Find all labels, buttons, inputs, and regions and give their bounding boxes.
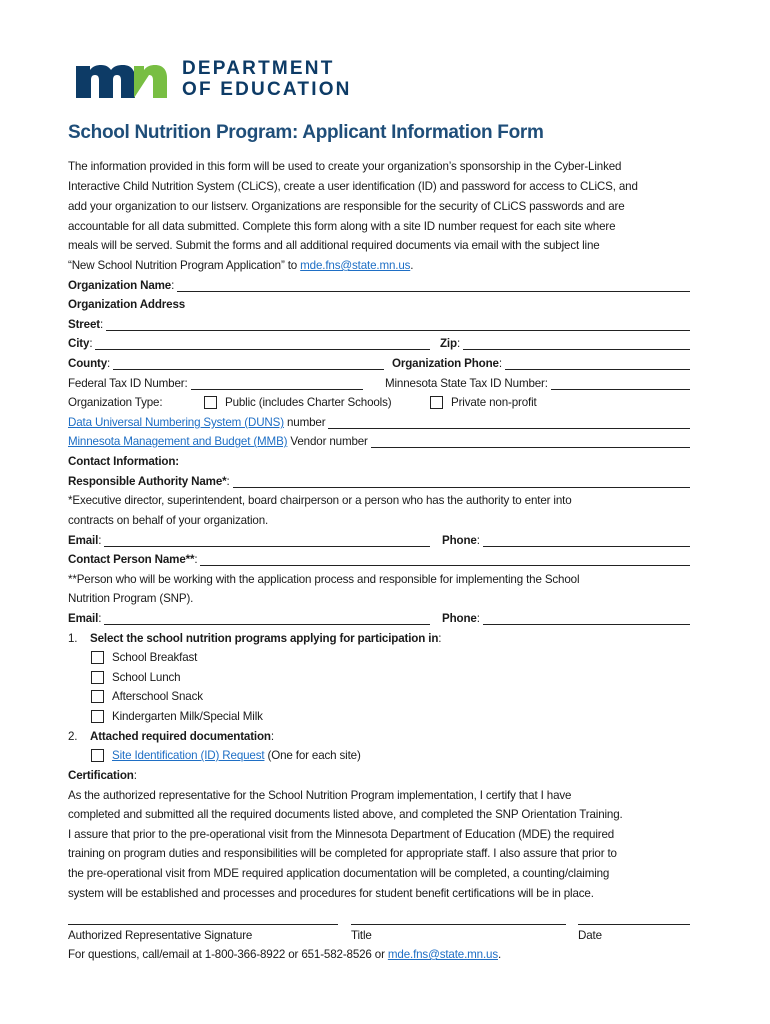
county-input[interactable] [113, 355, 384, 370]
program-option[interactable] [91, 687, 713, 707]
site-id-link[interactable]: Site Identification (ID) Request [112, 749, 265, 762]
site-id-note: (One for each site) [264, 749, 361, 762]
certification-line: completed and submitted all the required documents listed above, and completed the SNP Orientation Training. [68, 808, 623, 821]
title-line[interactable] [351, 924, 566, 925]
intro-line: accountable for all data submitted. Complete this form along with a site ID number request for each site where [68, 220, 616, 233]
rep-note: contracts on behalf of your organization. [68, 514, 269, 527]
mmb-label: Vendor number [287, 435, 368, 448]
duns-label: number [283, 416, 326, 429]
footer-email-link[interactable]: mde.fns@state.mn.us [387, 948, 498, 961]
contact-name-input[interactable] [200, 551, 690, 566]
intro-line: The information provided in this form will be used to create your organization’s sponsorship in the Cyber-Linked [68, 160, 622, 173]
certification-line: the pre-operational visit from MDE required application documentation will be completed, a counting/claiming [68, 867, 610, 880]
duns-input[interactable] [328, 414, 690, 429]
tax-id-row [68, 374, 690, 394]
mmb-link[interactable]: Minnesota Management and Budget (MMB) [68, 435, 288, 448]
contact-name-field: Contact Person Name** : [68, 550, 690, 570]
email-label: Email [68, 612, 99, 625]
certification-line: I assure that prior to the pre-operational visit from the Minnesota Department of Education (MDE) the required [68, 828, 615, 841]
city-input[interactable] [95, 335, 430, 350]
private-label: Private non-profit [451, 396, 537, 409]
footer [68, 945, 690, 965]
date-label: Date [578, 929, 602, 942]
checkbox[interactable] [91, 651, 104, 664]
org-name-label: Organization Name [68, 279, 172, 292]
contact-name-label: Contact Person Name** [68, 553, 195, 566]
org-address-heading: Organization Address [68, 298, 186, 311]
section-1-label: Select the school nutrition programs applying for participation in [90, 632, 439, 645]
street-input[interactable] [106, 316, 690, 331]
rep-email-phone-row: Email : Phone : [68, 531, 690, 551]
city-zip-row: City : Zip : [68, 334, 690, 354]
program-option[interactable] [91, 668, 713, 688]
contact-note: **Person who will be working with the application process and responsible for implementing the School [68, 573, 580, 586]
zip-input[interactable] [463, 335, 690, 350]
contact-phone-input[interactable] [483, 610, 690, 625]
mmb-input[interactable] [371, 433, 690, 448]
rep-email-input[interactable] [104, 532, 430, 547]
contact-info-heading: Contact Information: [68, 455, 179, 468]
phone-label: Phone [442, 534, 477, 547]
org-name-field[interactable]: Organization Name : [68, 276, 690, 296]
mn-tax-label: Minnesota State Tax ID Number: [385, 377, 548, 390]
option-label: School Breakfast [112, 651, 198, 664]
signature-line[interactable] [68, 924, 338, 925]
checkbox[interactable] [91, 690, 104, 703]
intro-line: meals will be served. Submit the forms and all additional required documents via email with the subject line [68, 239, 600, 252]
footer-text: For questions, call/email at 1-800-366-8922 or 651-582-8526 or [68, 948, 388, 961]
checkbox[interactable] [91, 671, 104, 684]
intro-line: add your organization to our listserv. Organizations are responsible for the security of CLiCS passwords and are [68, 200, 625, 213]
org-phone-input[interactable] [505, 355, 690, 370]
city-label: City [68, 337, 90, 350]
title-label: Title [351, 929, 372, 942]
section-1-heading: 1. Select the school nutrition programs applying for participation in : [68, 629, 690, 649]
intro-line: Interactive Child Nutrition System (CLiCS), create a user identification (ID) and password for access to CLiCS, and [68, 180, 638, 193]
mn-logo-mark [76, 60, 168, 98]
certification-line: As the authorized representative for the School Nutrition Program implementation, I certify that I have [68, 789, 572, 802]
signature-label: Authorized Representative Signature [68, 929, 253, 942]
mde-logo [76, 58, 352, 100]
section-2-label: Attached required documentation [90, 730, 271, 743]
program-option[interactable] [91, 707, 713, 727]
org-phone-label: Organization Phone [392, 357, 499, 370]
rep-note: *Executive director, superintendent, board chairperson or a person who has the authority to enter into [68, 494, 572, 507]
contact-email-phone-row: Email : Phone : [68, 609, 690, 629]
contact-note: Nutrition Program (SNP). [68, 592, 194, 605]
duns-link[interactable]: Data Universal Numbering System (DUNS) [68, 416, 284, 429]
option-label: Afterschool Snack [112, 690, 203, 703]
contact-email-input[interactable] [104, 610, 430, 625]
rep-name-field: Responsible Authority Name* : [68, 472, 690, 492]
fed-tax-label: Federal Tax ID Number: [68, 377, 188, 390]
intro-line: “New School Nutrition Program Application” to mde.fns@state.mn.us . [68, 256, 690, 276]
rep-name-input[interactable] [233, 473, 690, 488]
option-label: School Lunch [112, 671, 181, 684]
mmb-field [68, 432, 690, 452]
public-checkbox[interactable] [204, 396, 217, 409]
street-label: Street [68, 318, 100, 331]
section-2-heading: 2. Attached required documentation : [68, 727, 690, 747]
certification-line: system will be established and processes and procedures for student benefit certifications will be in place. [68, 887, 594, 900]
intro-text: “New School Nutrition Program Application” to [68, 259, 301, 272]
county-label: County [68, 357, 108, 370]
intro-email-link[interactable]: mde.fns@state.mn.us [300, 259, 411, 272]
public-label: Public (includes Charter Schools) [225, 396, 392, 409]
phone-label: Phone [442, 612, 477, 625]
zip-label: Zip [440, 337, 457, 350]
county-phone-row: County : Organization Phone : [68, 354, 690, 374]
org-name-input[interactable] [177, 277, 690, 292]
checkbox[interactable] [91, 749, 104, 762]
email-label: Email [68, 534, 99, 547]
rep-name-label: Responsible Authority Name* [68, 475, 227, 488]
section-number: 1. [68, 632, 78, 645]
certification-heading: Certification : [68, 766, 690, 786]
program-option[interactable] [91, 648, 713, 668]
rep-phone-input[interactable] [483, 532, 690, 547]
org-type-row [68, 393, 690, 413]
page-title: School Nutrition Program: Applicant Information Form [68, 122, 544, 143]
org-type-label: Organization Type: [68, 396, 163, 409]
certification-line: training on program duties and responsibilities will be completed for appropriate staff. I also assure that prior to [68, 847, 617, 860]
certification-label: Certification [68, 769, 134, 782]
street-field[interactable]: Street : [68, 315, 690, 335]
duns-field [68, 413, 690, 433]
mn-tax-input[interactable] [551, 375, 690, 390]
logo-line-1: DEPARTMENT [182, 58, 335, 79]
site-id-option[interactable] [91, 746, 713, 766]
section-number: 2. [68, 730, 78, 743]
date-line[interactable] [578, 924, 690, 925]
logo-line-2: OF EDUCATION [182, 79, 352, 100]
private-checkbox[interactable] [430, 396, 443, 409]
checkbox[interactable] [91, 710, 104, 723]
option-label: Kindergarten Milk/Special Milk [112, 710, 263, 723]
footer-end: . [497, 948, 502, 961]
fed-tax-input[interactable] [191, 375, 363, 390]
